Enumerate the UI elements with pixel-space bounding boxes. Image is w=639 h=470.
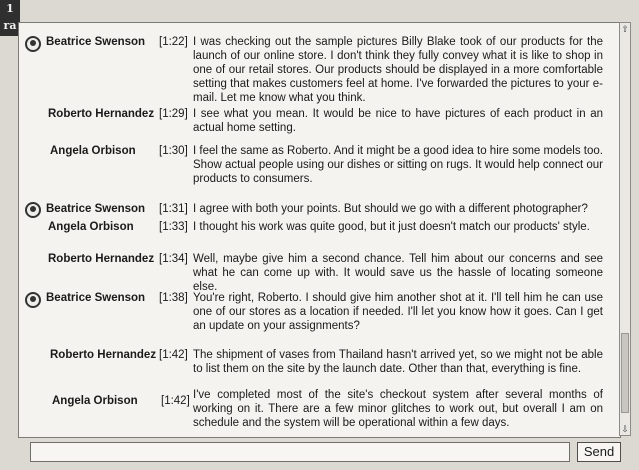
corner-badge bbox=[0, 0, 20, 36]
message-time: [1:29] bbox=[159, 108, 188, 120]
scrollbar-thumb[interactable] bbox=[621, 333, 629, 413]
message-time: [1:38] bbox=[159, 292, 188, 304]
speaker-name: Roberto Hernandez bbox=[50, 349, 157, 361]
chat-transcript bbox=[18, 22, 621, 438]
send-button-label: Send bbox=[583, 444, 615, 459]
user-avatar-icon bbox=[25, 36, 41, 52]
message-time: [1:30] bbox=[159, 145, 188, 157]
corner-badge-text: 1 ra bbox=[3, 2, 17, 32]
message-time: [1:34] bbox=[159, 253, 188, 265]
user-avatar-icon bbox=[25, 292, 41, 308]
message-text: I feel the same as Roberto. And it might be a good idea to hire some models too. Show actual people using our dishes or sitting on rugs. It would help connect our products to consumers. bbox=[193, 145, 603, 185]
speaker-name: Roberto Hernandez bbox=[48, 253, 155, 265]
message-text: I see what you mean. It would be nice to have pictures of each product in an actual home setting. bbox=[193, 108, 603, 134]
user-avatar-icon bbox=[25, 202, 41, 218]
speaker-name: Angela Orbison bbox=[52, 395, 138, 407]
speaker-name: Roberto Hernandez bbox=[48, 108, 155, 120]
scroll-up-arrow-icon[interactable]: ⇧ bbox=[621, 24, 629, 34]
message-text: I was checking out the sample pictures Billy Blake took of our products for the launch of our online store. I don't think they fully convey what it is like to shop in one of our retail stores. Our products should be displayed in a more comfortable setting that makes customers feel at home. I've forwarded the pictures to your e-mail. Let me know what you think. bbox=[193, 36, 603, 104]
message-time: [1:22] bbox=[159, 36, 188, 48]
speaker-name: Angela Orbison bbox=[50, 145, 136, 157]
message-time: [1:33] bbox=[159, 221, 188, 233]
message-text: The shipment of vases from Thailand hasn't arrived yet, so we might not be able to list them on the site by the launch date. Other than that, everything is fine. bbox=[193, 349, 603, 375]
message-time: [1:42] bbox=[159, 349, 188, 361]
message-input[interactable] bbox=[30, 442, 570, 462]
speaker-name: Beatrice Swenson bbox=[46, 292, 146, 304]
send-button[interactable] bbox=[577, 442, 621, 462]
speaker-name: Angela Orbison bbox=[48, 221, 134, 233]
message-text: Well, maybe give him a second chance. Tell him about our concerns and see what he can come up with. It would save us the hassle of locating someone else. bbox=[193, 253, 603, 293]
message-time: [1:42] bbox=[161, 395, 190, 407]
message-text: You're right, Roberto. I should give him another shot at it. I'll tell him he can use one of our stores as a location if needed. I'll let you know how it goes. Can I get an update on your assignments? bbox=[193, 292, 603, 332]
message-text: I've completed most of the site's checkout system after several months of working on it. There are a few minor glitches to work out, but overall I am on schedule and the system will be operational within a few days. bbox=[193, 389, 603, 429]
message-time: [1:31] bbox=[159, 203, 188, 215]
speaker-name: Beatrice Swenson bbox=[46, 203, 146, 215]
speaker-name: Beatrice Swenson bbox=[46, 36, 146, 48]
scroll-down-arrow-icon[interactable]: ⇩ bbox=[621, 424, 629, 434]
message-text: I thought his work was quite good, but it just doesn't match our products' style. bbox=[193, 221, 590, 233]
chat-scrollbar[interactable] bbox=[619, 22, 631, 436]
message-text: I agree with both your points. But should we go with a different photographer? bbox=[193, 203, 588, 215]
